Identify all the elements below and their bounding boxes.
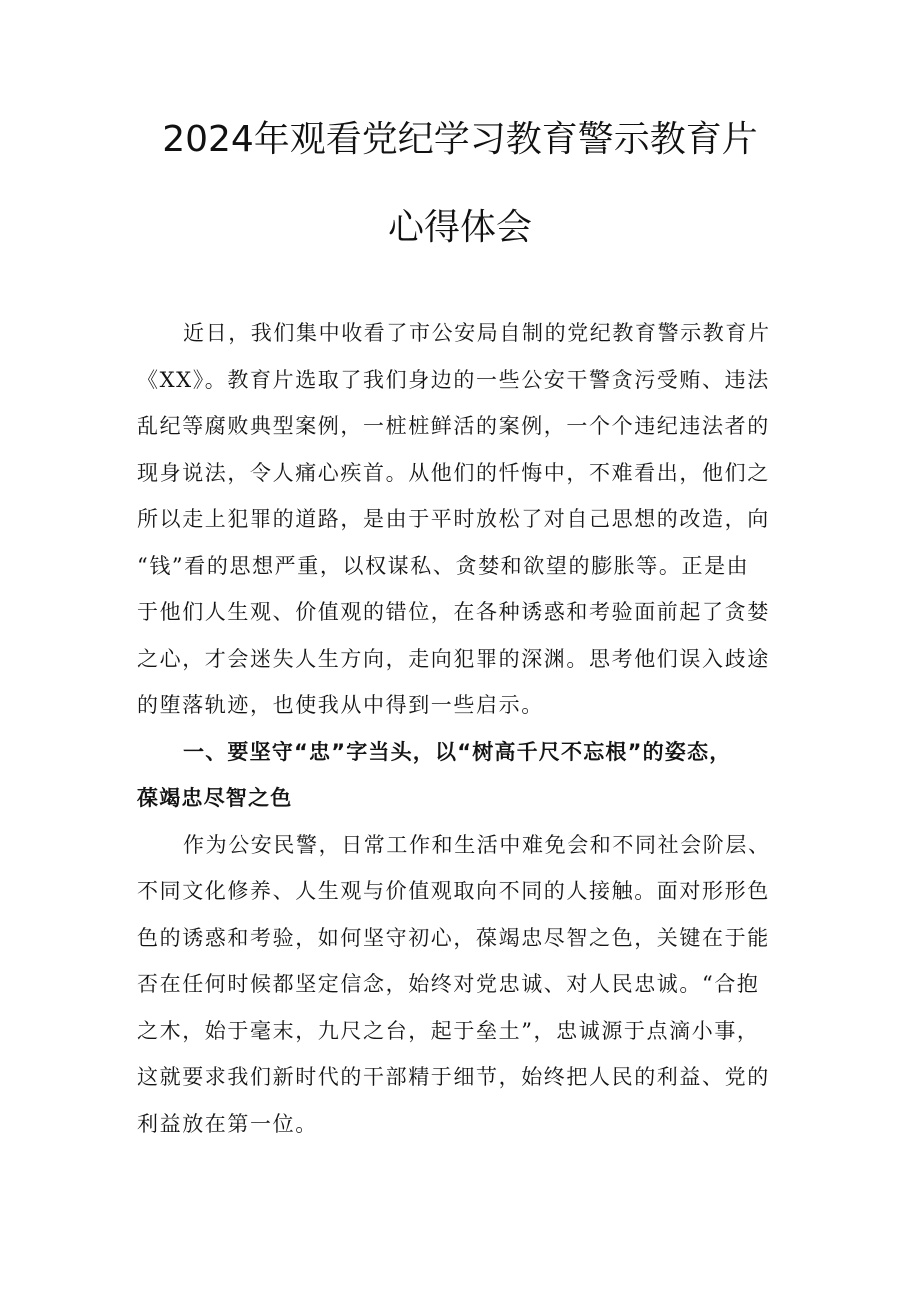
paragraph-line: “钱”看的思想严重，以权谋私、贪婪和欲望的膨胀等。正是由	[137, 553, 750, 578]
paragraph-line: 否在任何时候都坚定信念，始终对党忠诚、对人民忠诚。“合抱	[137, 972, 760, 996]
paragraph-line: 作为公安民警，日常工作和生活中难免会和不同社会阶层、	[183, 832, 771, 857]
heading-line: 葆竭忠尽智之色	[137, 786, 293, 810]
paragraph-line: 于他们人生观、价值观的错位，在各种诱惑和考验面前起了贪婪	[137, 600, 770, 624]
paragraph-line: 这就要求我们新时代的干部精于细节，始终把人民的利益、党的	[137, 1065, 770, 1089]
paragraph-line: 之木，始于毫末，九尺之台，起于垒土”，忠诚源于点滴小事，	[137, 1018, 760, 1043]
paragraph-line: 的堕落轨迹，也使我从中得到一些启示。	[137, 693, 544, 717]
paragraph-line: 所以走上犯罪的道路，是由于平时放松了对自己思想的改造，向	[137, 507, 770, 531]
paragraph-1	[137, 310, 787, 729]
paragraph-line: 《XX》。教育片选取了我们身边的一些公安干警贪污受贿、违法	[137, 367, 770, 392]
section-heading-1	[137, 729, 787, 822]
paragraph-line: 色的诱惑和考验，如何坚守初心，葆竭忠尽智之色，关键在于能	[137, 925, 770, 950]
paragraph-line: 不同文化修养、人生观与价值观取向不同的人接触。面对形形色	[137, 879, 770, 903]
paragraph-2	[137, 822, 787, 1148]
paragraph-line: 现身说法，令人痛心疾首。从他们的忏悔中，不难看出，他们之	[137, 460, 770, 485]
heading-line: 一、要坚守“忠”字当头，以“树高千尺不忘根”的姿态，	[183, 739, 732, 764]
document-body	[137, 310, 787, 1147]
paragraph-line: 近日，我们集中收看了市公安局自制的党纪教育警示教育片	[183, 321, 771, 345]
paragraph-line: 利益放在第一位。	[137, 1111, 318, 1136]
document-title-line-2: 心得体会	[387, 207, 532, 248]
document-title-line-1: 2024年观看党纪学习教育警示教育片	[162, 119, 758, 160]
paragraph-line: 乱纪等腐败典型案例，一桩桩鲜活的案例，一个个违纪违法者的	[137, 414, 770, 438]
paragraph-line: 之心，才会迷失人生方向，走向犯罪的深渊。思考他们误入歧途	[137, 646, 770, 671]
